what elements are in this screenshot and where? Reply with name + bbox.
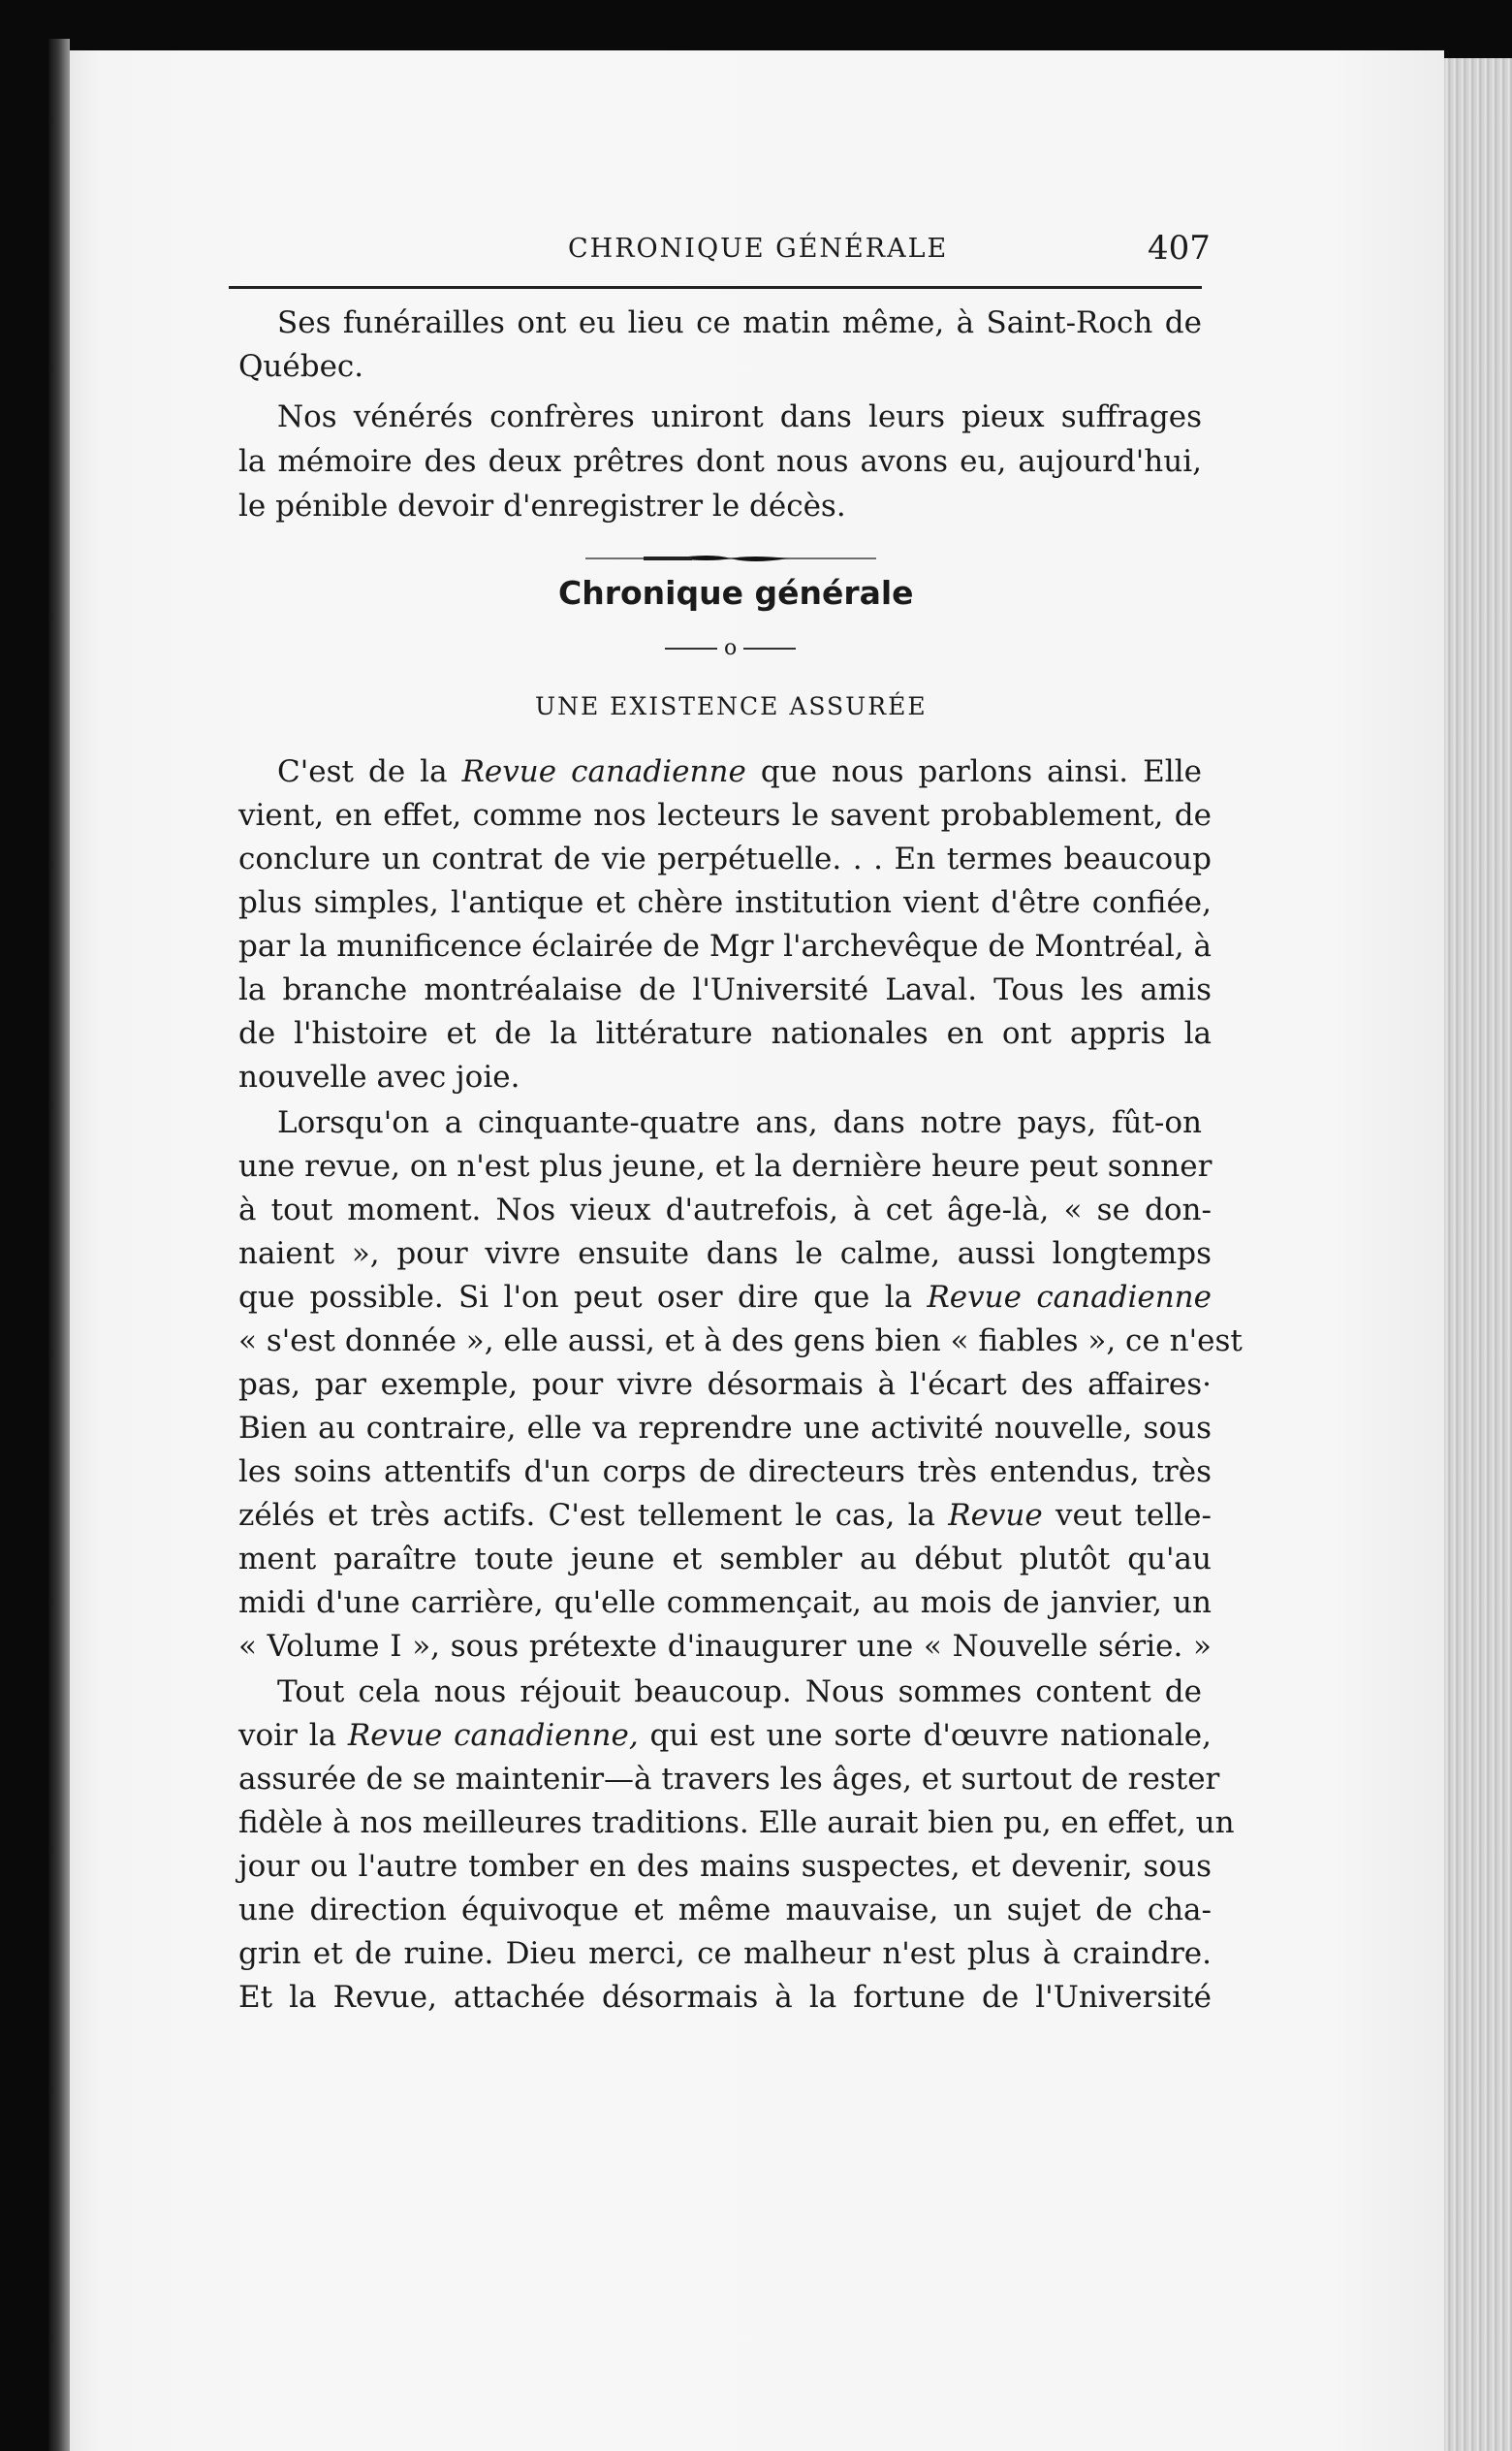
body-line-12: naient », pour vivre ensuite dans le calme, aussi longtemps xyxy=(238,1236,1212,1271)
body-line-26: jour ou l'autre tomber en des mains suspectes, et devenir, sous xyxy=(238,1849,1212,1884)
body-line-21: « Volume I », sous prétexte d'inaugurer une « Nouvelle série. » xyxy=(238,1629,1212,1664)
body-line-5: par la munificence éclairée de Mgr l'archevêque de Montréal, à xyxy=(238,929,1212,964)
body-line-16: Bien au contraire, elle va reprendre une activité nouvelle, sous xyxy=(238,1411,1212,1446)
body-line-20: midi d'une carrière, qu'elle commençait, au mois de janvier, un xyxy=(238,1585,1212,1620)
section-title: Chronique générale xyxy=(558,574,914,612)
page-edges xyxy=(1444,58,1512,2451)
intro-line-4: la mémoire des deux prêtres dont nous avons eu, aujourd'hui, xyxy=(238,444,1202,479)
section-ornament xyxy=(585,553,876,564)
intro-line-3: Nos vénérés confrères uniront dans leurs pieux suffrages xyxy=(277,399,1202,434)
body-line-6: la branche montréalaise de l'Université Laval. Tous les amis xyxy=(238,972,1212,1007)
book-binding-shadow xyxy=(48,39,70,2451)
intro-line-2: Québec. xyxy=(238,349,364,384)
body-line-11: à tout moment. Nos vieux d'autrefois, à cet âge-là, « se don- xyxy=(238,1193,1212,1227)
body-line-13: que possible. Si l'on peut oser dire que la Revue canadienne xyxy=(238,1280,1212,1315)
page-number: 407 xyxy=(1148,229,1211,268)
body-line-23: voir la Revue canadienne, qui est une sorte d'œuvre nationale, xyxy=(238,1718,1213,1753)
body-line-4: plus simples, l'antique et chère institution vient d'être confiée, xyxy=(238,885,1212,920)
body-line-25: fidèle à nos meilleures traditions. Elle aurait bien pu, en effet, un xyxy=(238,1805,1235,1840)
body-line-22: Tout cela nous réjouit beaucoup. Nous sommes content de xyxy=(277,1674,1202,1709)
body-line-24: assurée de se maintenir—à travers les âges, et surtout de rester xyxy=(238,1762,1220,1797)
article-subheading: UNE EXISTENCE ASSURÉE xyxy=(535,692,928,720)
body-line-19: ment paraître toute jeune et sembler au début plutôt qu'au xyxy=(238,1542,1212,1576)
running-head: CHRONIQUE GÉNÉRALE xyxy=(568,234,949,264)
ornament-circle: o xyxy=(724,636,738,660)
header-rule xyxy=(229,286,1202,289)
body-line-8: nouvelle avec joie. xyxy=(238,1060,520,1095)
body-line-18: zélés et très actifs. C'est tellement le cas, la Revue veut telle- xyxy=(238,1498,1212,1533)
ornament-dash-right xyxy=(743,648,796,650)
italic-title: Revue canadienne, xyxy=(347,1718,639,1753)
italic-title: Revue canadienne xyxy=(461,754,746,789)
body-line-15: pas, par exemple, pour vivre désormais à l'écart des affaires· xyxy=(238,1367,1212,1402)
body-line-3: conclure un contrat de vie perpétuelle. . . En termes beaucoup xyxy=(238,842,1212,876)
intro-line-1: Ses funérailles ont eu lieu ce matin même, à Saint-Roch de xyxy=(277,305,1202,340)
body-line-1: C'est de la Revue canadienne que nous parlons ainsi. Elle xyxy=(277,754,1202,789)
body-line-7: de l'histoire et de la littérature nationales en ont appris la xyxy=(238,1016,1212,1051)
body-line-10: une revue, on n'est plus jeune, et la dernière heure peut sonner xyxy=(238,1149,1213,1184)
ornament-dash-left xyxy=(665,648,717,650)
italic-title: Revue xyxy=(948,1498,1043,1533)
body-line-14: « s'est donnée », elle aussi, et à des gens bien « fiables », ce n'est xyxy=(238,1323,1243,1358)
intro-line-5: le pénible devoir d'enregistrer le décès. xyxy=(238,489,846,524)
body-line-9: Lorsqu'on a cinquante-quatre ans, dans notre pays, fût-on xyxy=(277,1105,1202,1140)
italic-title: Revue canadienne xyxy=(927,1280,1212,1315)
body-line-28: grin et de ruine. Dieu merci, ce malheur n'est plus à craindre. xyxy=(238,1936,1212,1971)
small-ornament xyxy=(665,636,796,660)
body-line-29: Et la Revue, attachée désormais à la fortune de l'Université xyxy=(238,1980,1212,2015)
body-line-27: une direction équivoque et même mauvaise, un sujet de cha- xyxy=(238,1893,1212,1927)
body-line-17: les soins attentifs d'un corps de directeurs très entendus, très xyxy=(238,1454,1212,1489)
body-line-2: vient, en effet, comme nos lecteurs le savent probablement, de xyxy=(238,798,1212,833)
